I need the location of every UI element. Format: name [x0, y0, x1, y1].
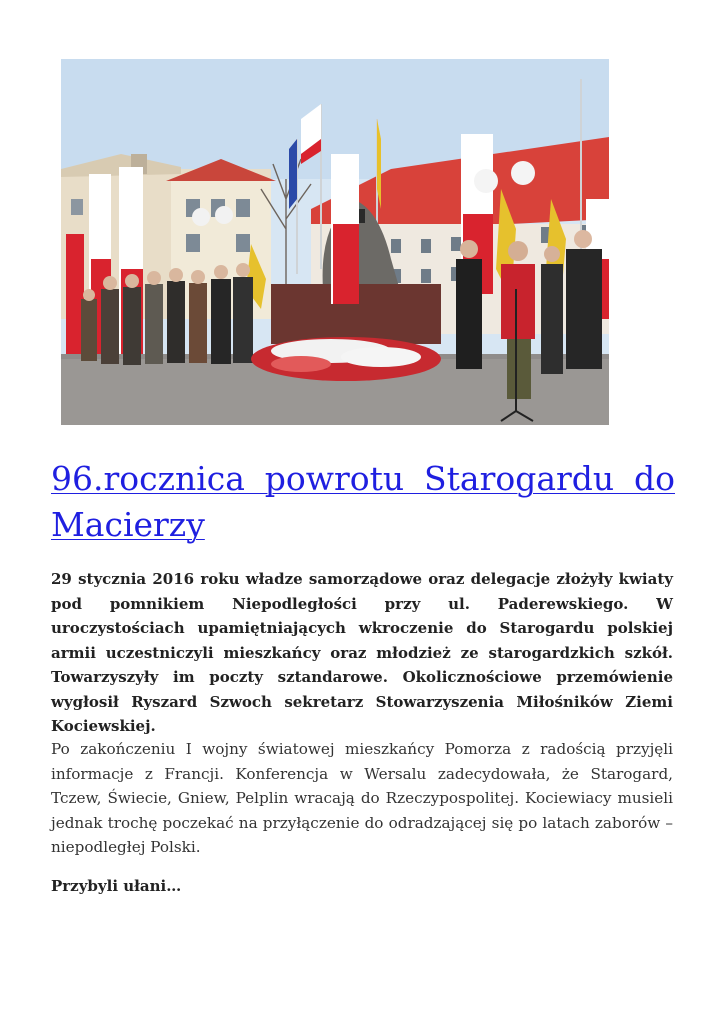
article-body-paragraph: Po zakończeniu I wojny światowej mieszkańcy Pomorza z radością przyjęli informacje z Francji. Konferencja w Wersalu zadecydowała, że Starogard, Tczew, Świecie, Gniew, Pelplin wracają do Rzeczypospolitej. Kociewiacy musieli jednak trochę poczekać na przyłączenie do odradzającej się po latach zaborów – niepodległej Polski.	[51, 740, 673, 856]
article-lead: 29 stycznia 2016 roku władze samorządowe oraz delegacje złożyły kwiaty pod pomnikiem Niepodległości przy ul. Paderewskiego. W uroczystościach upamiętniających wkroczenie do Starogardu polskiej armii uczestniczyli mieszkańcy oraz młodzież ze starogardzkich szkół. Towarzyszyły im poczty sztandarowe. Okolicznościowe przemówienie wygłosił Ryszard Szwoch sekretarz Stowarzyszenia Miłośników Ziemi Kociewskiej.	[51, 570, 673, 735]
article-subheading: Przybyli ułani…	[51, 877, 182, 895]
article-title	[51, 456, 675, 548]
ceremony-photo	[61, 59, 609, 425]
ceremony-photo-illustration	[61, 59, 609, 425]
article-title-link[interactable]: 96.rocznica powrotu Starogardu do Macierzy	[51, 459, 675, 544]
